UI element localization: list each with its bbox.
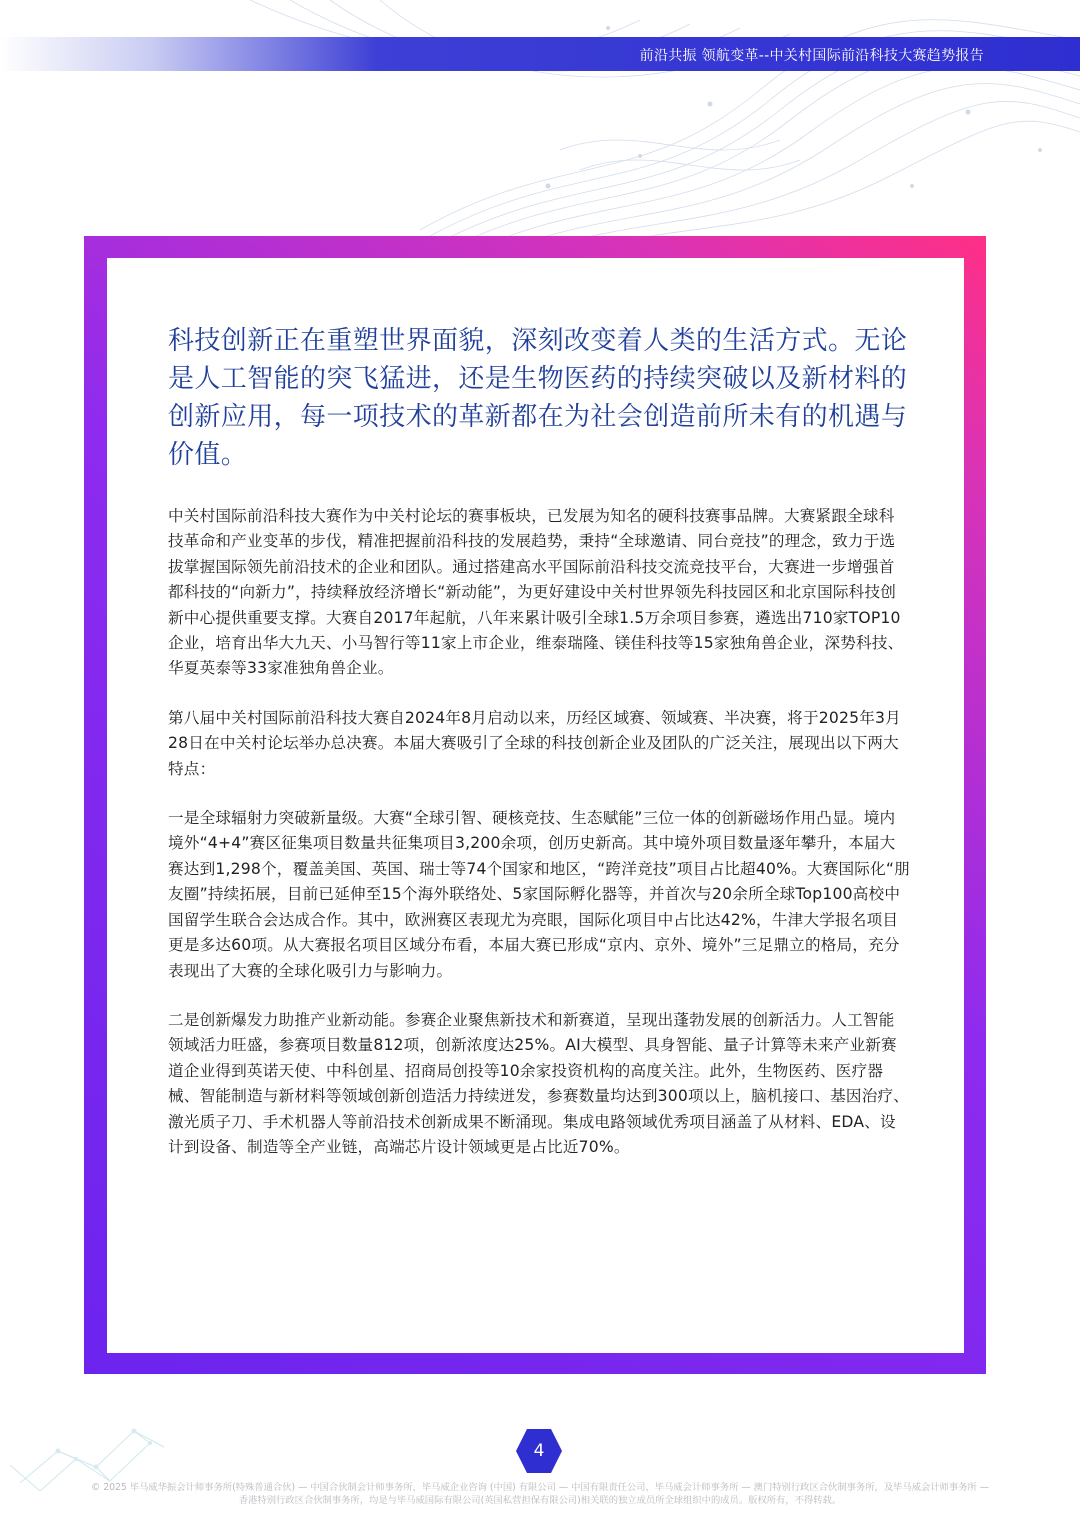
body-paragraph: 第八届中关村国际前沿科技大赛自2024年8月启动以来，历经区域赛、领域赛、半决赛，将于2025年3月28日在中关村论坛举办总决赛。本届大赛吸引了全球的科技创新企业及团队的广泛关注，展现出以下两大特点： (168, 708, 901, 778)
report-title: 前沿共振 领航变革--中关村国际前沿科技大赛趋势报告 (639, 48, 984, 64)
copyright-line-1: © 2025 毕马威华振会计师事务所(特殊普通合伙) — 中国合伙制会计师事务所，毕马威企业咨询 (中国) 有限公司 — 中国有限责任公司，毕马威会计师事务所 — 澳门特别行政区合伙制事务所，及毕马威会计师事务所 — (90, 1482, 990, 1493)
body-paragraph: 二是创新爆发力助推产业新动能。参赛企业聚焦新技术和新赛道，呈现出蓬勃发展的创新活力。人工智能领域活力旺盛，参赛项目数量812项，创新浓度达25%。AI大模型、具身智能、量子计算等未来产业新赛道企业得到英诺天使、中科创星、招商局创投等10余家投资机构的高度关注。此外，生物医药、医疗器械、智能制造与新材料等领域创新创造活力持续迸发，参赛数量均达到300项以上，脑机接口、基因治疗、激光质子刀、手术机器人等前沿技术创新成果不断涌现。集成电路领域优秀项目涵盖了从材料、EDA、设计到设备、制造等全产业链，高端芯片设计领域更是占比近70%。 (168, 1010, 910, 1156)
network-decoration (0, 1395, 180, 1495)
lead-paragraph: 科技创新正在重塑世界面貌，深刻改变着人类的生活方式。无论是人工智能的突飞猛进，还是生物医药的持续突破以及新材料的创新应用，每一项技术的革新都在为社会创造前所未有的机遇与价值。 (168, 326, 908, 470)
body-paragraph: 一是全球辐射力突破新量级。大赛“全球引智、硬核竞技、生态赋能”三位一体的创新磁场作用凸显。境内境外“4+4”赛区征集项目数量共征集项目3,200余项，创历史新高。其中境外项目数量逐年攀升，本届大赛达到1,298个，覆盖美国、英国、瑞士等74个国家和地区，“跨洋竞技”项目占比超40%。大赛国际化“朋友圈”持续拓展，目前已延伸至15个海外联络处、5家国际孵化器等，并首次与20余所全球Top100高校中国留学生联合会达成合作。其中，欧洲赛区表现尤为亮眼，国际化项目中占比达42%，牛津大学报名项目更是多达60项。从大赛报名项目区域分布看，本届大赛已形成“京内、京外、境外”三足鼎立的格局，充分表现出了大赛的全球化吸引力与影响力。 (168, 809, 910, 980)
body-paragraph: 中关村国际前沿科技大赛作为中关村论坛的赛事板块，已发展为知名的硬科技赛事品牌。大赛紧跟全球科技革命和产业变革的步伐，精准把握前沿科技的发展趋势，秉持“全球邀请、同台竞技”的理念，致力于选拔掌握国际领先前沿技术的企业和团队。通过搭建高水平国际前沿科技交流竞技平台，大赛进一步增强首都科技的“向新力”，持续释放经济增长“新动能”，为更好建设中关村世界领先科技园区和北京国际科技创新中心提供重要支撑。大赛自2017年起航，八年来累计吸引全球1.5万余项目参赛，遴选出710家TOP10企业，培育出华大九天、小马智行等11家上市企业，维泰瑞隆、镁佳科技等15家独角兽企业，深势科技、华夏英泰等33家准独角兽企业。 (168, 507, 904, 678)
header-wave-pattern (0, 0, 1080, 240)
page-number: 4 (533, 1441, 545, 1461)
article-body (168, 322, 910, 1160)
copyright-line-2: 香港特别行政区合伙制事务所，均是与毕马威国际有限公司(英国私营担保有限公司)相关联的独立成员所全球组织中的成员。版权所有，不得转载。 (238, 1495, 842, 1506)
